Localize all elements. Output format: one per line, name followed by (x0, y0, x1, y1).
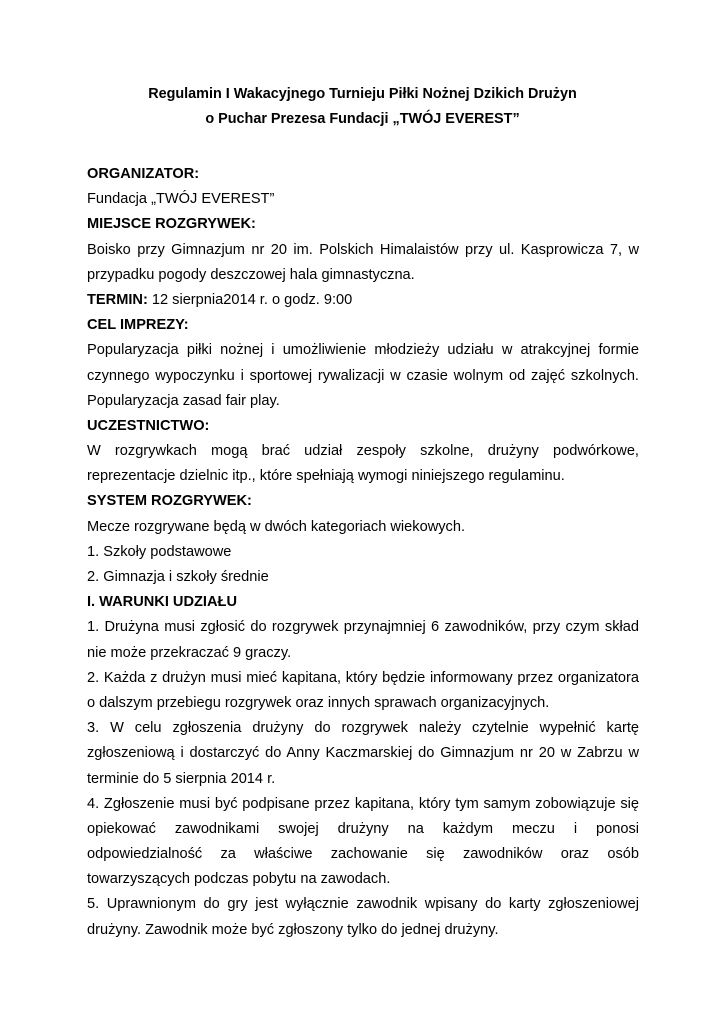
organizer-heading: ORGANIZATOR: (87, 166, 200, 182)
condition-line: zgłoszeniową i dostarczyć do Anny Kaczmarskiej do Gimnazjum nr 20 w Zabrzu w (87, 745, 639, 762)
purpose-line: Popularyzacja piłki nożnej i umożliwienie młodzieży udziału w atrakcyjnej formie (87, 342, 639, 359)
purpose-line: czynnego wypoczynku i sportowej rywalizacji w czasie wolnym od zajęć szkolnych. (87, 367, 639, 384)
document-title-line-1: Regulamin I Wakacyjnego Turnieju Piłki Nożnej Dzikich Drużyn (148, 86, 577, 102)
condition-line: 5. Uprawnionym do gry jest wyłącznie zawodnik wpisany do karty zgłoszeniowej (87, 896, 639, 913)
system-intro: Mecze rozgrywane będą w dwóch kategoriach wiekowych. (87, 518, 465, 535)
organizer-text: Fundacja „TWÓJ EVEREST” (87, 191, 275, 208)
document-title-line-2: o Puchar Prezesa Fundacji „TWÓJ EVEREST” (205, 111, 520, 127)
purpose-line: Popularyzacja zasad fair play. (87, 392, 280, 409)
document-body (87, 162, 639, 943)
condition-line: o dalszym przebiegu rozgrywek oraz innych sprawach organizacyjnych. (87, 694, 550, 711)
condition-line: 3. W celu zgłoszenia drużyny do rozgrywek należy czytelnie wypełnić kartę (87, 720, 639, 737)
condition-line: 2. Każda z drużyn musi mieć kapitana, który będzie informowany przez organizatora (87, 669, 639, 686)
date-line (87, 288, 639, 313)
purpose-heading: CEL IMPREZY: (87, 317, 189, 334)
condition-line: nie może przekraczać 9 graczy. (87, 644, 292, 661)
conditions-heading: I. WARUNKI UDZIAŁU (87, 594, 237, 611)
condition-line: opiekować zawodnikami swojej drużyny na każdym meczu i ponosi (87, 820, 639, 837)
venue-heading: MIEJSCE ROZGRYWEK: (87, 216, 256, 233)
category-item: 1. Szkoły podstawowe (87, 543, 232, 560)
condition-line: 4. Zgłoszenie musi być podpisane przez kapitana, który tym samym zobowiązuje się (87, 795, 639, 812)
participation-line: W rozgrywkach mogą brać udział zespoły szkolne, drużyny podwórkowe, (87, 443, 639, 460)
date-value: 12 sierpnia2014 r. o godz. 9:00 (147, 291, 353, 308)
venue-line: Boisko przy Gimnazjum nr 20 im. Polskich Himalaistów przy ul. Kasprowicza 7, w (87, 241, 639, 258)
condition-line: odpowiedzialność za właściwe zachowanie się zawodników oraz osób (87, 846, 639, 863)
condition-line: terminie do 5 sierpnia 2014 r. (87, 770, 276, 787)
category-item: 2. Gimnazja i szkoły średnie (87, 569, 269, 585)
venue-line: przypadku pogody deszczowej hala gimnastyczna. (87, 266, 415, 283)
condition-line: drużyny. Zawodnik może być zgłoszony tylko do jednej drużyny. (87, 921, 499, 938)
participation-heading: UCZESTNICTWO: (87, 417, 210, 434)
participation-line: reprezentacje dzielnic itp., które spełniają wymogi niniejszego regulaminu. (87, 468, 565, 485)
system-heading: SYSTEM ROZGRYWEK: (87, 493, 252, 510)
date-label: TERMIN: (87, 291, 148, 308)
condition-line: towarzyszących podczas pobytu na zawodach. (87, 871, 391, 888)
condition-line: 1. Drużyna musi zgłosić do rozgrywek przynajmniej 6 zawodników, przy czym skład (87, 619, 639, 636)
